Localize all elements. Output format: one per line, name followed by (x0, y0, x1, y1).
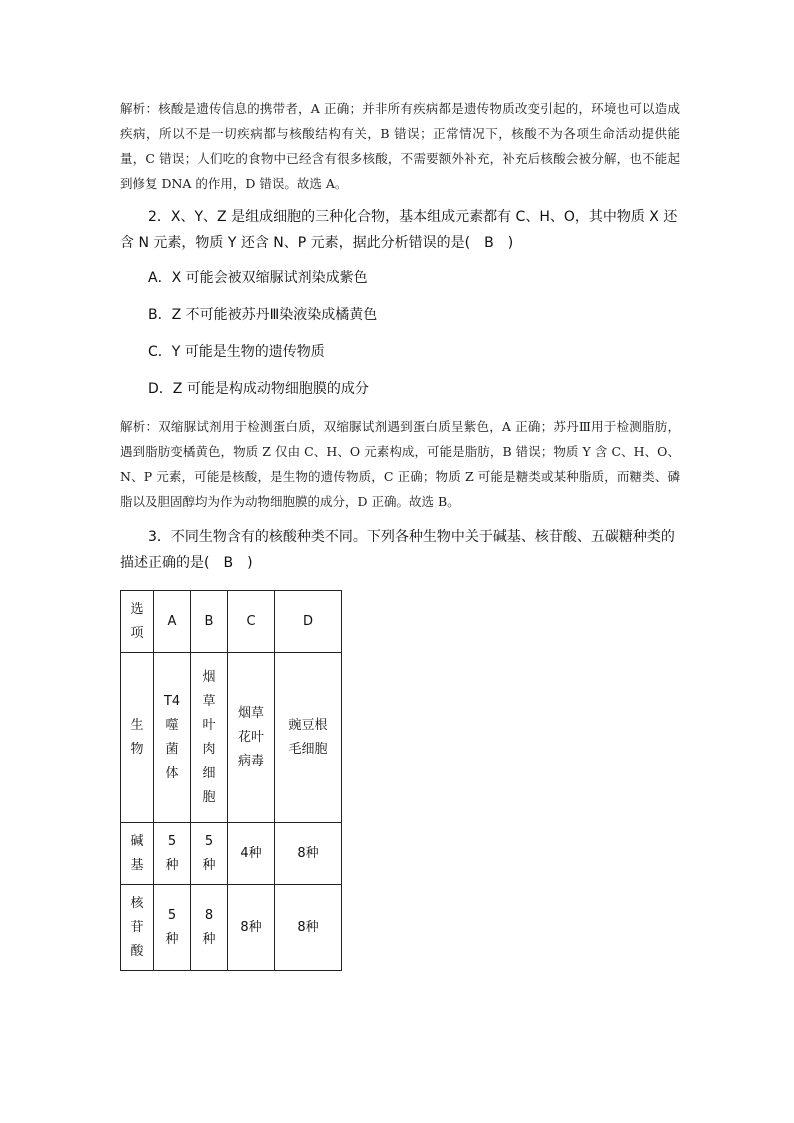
table-cell: 8种 (191, 885, 228, 971)
table-cell: 烟草叶肉细胞 (191, 653, 228, 823)
option-a: A．X 可能会被双缩脲试剂染成紫色 (148, 270, 368, 286)
explanation-text: 解析：双缩脲试剂用于检测蛋白质，双缩脲试剂遇到蛋白质呈紫色，A 正确；苏丹Ⅲ用于检测脂肪，遇到脂肪变橘黄色，物质 Z 仅由 C、H、O 元素构成，可能是脂肪，B 错误；物质 Y 含 C、H、O、N、P 元素，可能是核酸，是生物的遗传物质，C 正确；物质 Z 可能是糖类或某种脂质，而糖类、磷脂以及胆固醇均为作为动物细胞膜的成分，D 正确。故选 B。 (120, 419, 680, 509)
question-2 (120, 204, 686, 256)
question-stem: 3．不同生物含有的核酸种类不同。下列各种生物中关于碱基、核苷酸、五碳糖种类的描述正确的是( B ) (120, 529, 675, 571)
option-c: C．Y 可能是生物的遗传物质 (148, 344, 325, 360)
table-header-cell: A (154, 591, 191, 653)
explanation-question-2 (120, 414, 680, 514)
table-header-cell: B (191, 591, 228, 653)
table-cell: 5种 (191, 823, 228, 885)
table-cell: 豌豆根毛细胞 (275, 653, 342, 823)
explanation-question-1 (120, 96, 680, 196)
table-header-row (121, 591, 342, 653)
table-cell: 8种 (275, 823, 342, 885)
table-cell: 8种 (228, 885, 275, 971)
table-header-cell: 选项 (121, 591, 154, 653)
table-cell: 烟草花叶病毒 (228, 653, 275, 823)
table-cell: 5种 (154, 885, 191, 971)
table-row-nucleotides (121, 885, 342, 971)
row-label: 碱基 (121, 823, 154, 885)
option-b: B．Z 不可能被苏丹Ⅲ染液染成橘黄色 (148, 307, 378, 323)
table-header-cell: C (228, 591, 275, 653)
nucleic-acid-table (120, 590, 342, 971)
question-3 (120, 524, 686, 576)
table-cell: 4种 (228, 823, 275, 885)
table-cell: 5种 (154, 823, 191, 885)
table-row-bases (121, 823, 342, 885)
question-stem: 2．X、Y、Z 是组成细胞的三种化合物，基本组成元素都有 C、H、O，其中物质 X 还含 N 元素，物质 Y 还含 N、P 元素，据此分析错误的是( B ) (120, 209, 678, 251)
option-d: D．Z 可能是构成动物细胞膜的成分 (148, 381, 369, 397)
explanation-text: 解析：核酸是遗传信息的携带者，A 正确；并非所有疾病都是遗传物质改变引起的，环境也可以造成疾病，所以不是一切疾病都与核酸结构有关，B 错误；正常情况下，核酸不为各项生命活动提供能量，C 错误；人们吃的食物中已经含有很多核酸，不需要额外补充，补充后核酸会被分解，也不能起到修复 DNA 的作用，D 错误。故选 A。 (120, 101, 680, 191)
table-row-organism (121, 653, 342, 823)
table-cell: T4噬菌体 (154, 653, 191, 823)
table-header-cell: D (275, 591, 342, 653)
row-label: 生物 (121, 653, 154, 823)
row-label: 核苷酸 (121, 885, 154, 971)
table-cell: 8种 (275, 885, 342, 971)
